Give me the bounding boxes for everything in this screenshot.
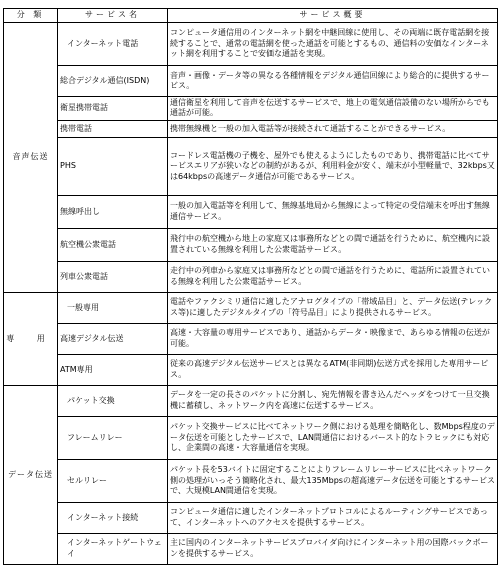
service-description: 走行中の列車から家庭又は事務所などとの間で通話を行うために、電話所に設置されている無線を利用した公衆電話サービス。: [168, 261, 498, 292]
table-row: [4, 66, 498, 97]
service-description: 一般の加入電話等を利用して、無線基地局から無線によって特定の受信端末を呼出す無線通信サービス。: [168, 195, 498, 228]
service-description: コードレス電話機の子機を、屋外でも使えるようにしたものであり、携帯電話に比べてサービスエリアが狭いなどの制約があるが、利用料金が安く、端末が小型軽量で、32kbps又は64kbpsの高速データ通信が可能であるサービス。: [168, 137, 498, 195]
table-row: [4, 323, 498, 354]
service-description: 高速・大容量の専用サービスであり、通話からデータ・映像まで、あらゆる情報の伝送が可能。: [168, 323, 498, 354]
service-description: 主に国内のインターネットサービスプロバイダ向けにインターネット用の国際バックボーンを提供するサービス。: [168, 533, 498, 564]
service-name: 総合デジタル通信(ISDN): [58, 66, 168, 97]
service-description: パケット長を53バイトに固定することによりフレームリレーサービスに比べネットワーク側の処理がいっそう簡略化され、最大135Mbpsの超高速データ伝送を可能とするサービスで、大規模LAN間通信を実現。: [168, 459, 498, 502]
service-name: フレームリレー: [58, 416, 168, 459]
service-description: コンピュータ通信に適したインターネットプロトコルによるルーティングサービスであって、インターネットへのアクセスを提供するサービス。: [168, 502, 498, 533]
header-category: 分 類: [4, 9, 58, 23]
category-cell-leased: 専 用: [4, 292, 58, 385]
service-description: 音声・画像・データ等の異なる各種情報をデジタル通信回線により総合的に提供するサービス。: [168, 66, 498, 97]
category-cell-data: データ伝送: [4, 385, 58, 564]
table-row: [4, 261, 498, 292]
service-description: 従来の高速デジタル伝送サービスとは異なるATM(非同期)伝送方式を採用した専用サービス。: [168, 354, 498, 385]
service-description: データを一定の長さのパケットに分割し、宛先情報を書き込んだヘッダをつけて一旦交換機に蓄積し、ネットワーク内を高速に伝送するサービス。: [168, 385, 498, 416]
table-row: [4, 195, 498, 228]
service-name: パケット交換: [58, 385, 168, 416]
table-row: [4, 416, 498, 459]
service-description: 電話やファクシミリ通信に適したアナログタイプの「帯域品目」と、データ伝送(テレックス等)に適したデジタルタイプの「符号品目」により提供されるサービス。: [168, 292, 498, 323]
category-cell-voice: 音声伝送: [4, 23, 58, 293]
service-description: 飛行中の航空機から地上の家庭又は事務所などとの間で通話を行うために、航空機内に設置されている無線を利用した公衆電話サービス。: [168, 228, 498, 261]
header-service-name: サービス名: [58, 9, 168, 23]
table-row: [4, 97, 498, 121]
table-row: [4, 459, 498, 502]
service-description: 携帯無線機と一般の加入電話等が接続されて通話することができるサービス。: [168, 120, 498, 137]
table-row: [4, 533, 498, 564]
service-name: インターネット電話: [58, 23, 168, 66]
service-name: 列車公衆電話: [58, 261, 168, 292]
table-row: [4, 502, 498, 533]
service-name: 無線呼出し: [58, 195, 168, 228]
service-name: インターネット接続: [58, 502, 168, 533]
header-row: [4, 9, 498, 23]
table-row: [4, 385, 498, 416]
table-row: [4, 120, 498, 137]
table-row: [4, 292, 498, 323]
service-name: PHS: [58, 137, 168, 195]
service-name: ATM専用: [58, 354, 168, 385]
table-row: [4, 23, 498, 66]
service-name: 航空機公衆電話: [58, 228, 168, 261]
service-name: 衛星携帯電話: [58, 97, 168, 121]
service-description: コンピュータ通信用のインターネット網を中継回線に使用し、その両端に既存電話網を接続することで、通常の電話網を使った通話を可能とするもの、通信料の安価なインターネット網を利用することで安価な通話を実現。: [168, 23, 498, 66]
table-row: [4, 137, 498, 195]
service-description: パケット交換サービスに比べてネットワーク側における処理を簡略化し、数Mbps程度のデータ伝送を可能としたサービスで、LAN間通信におけるバースト的なトラヒックにも対応し、企業間の高速・大容量通信を実現。: [168, 416, 498, 459]
service-name: インターネットゲートウェイ: [58, 533, 168, 564]
service-name: 一般専用: [58, 292, 168, 323]
service-name: 高速デジタル伝送: [58, 323, 168, 354]
service-table: [3, 8, 498, 565]
table-row: [4, 228, 498, 261]
header-overview: サービス概要: [168, 9, 498, 23]
table-row: [4, 354, 498, 385]
service-name: 携帯電話: [58, 120, 168, 137]
service-description: 通信衛星を利用して音声を伝送するサービスで、地上の電気通信設備のない場所からでも通話が可能。: [168, 97, 498, 121]
service-name: セルリレー: [58, 459, 168, 502]
